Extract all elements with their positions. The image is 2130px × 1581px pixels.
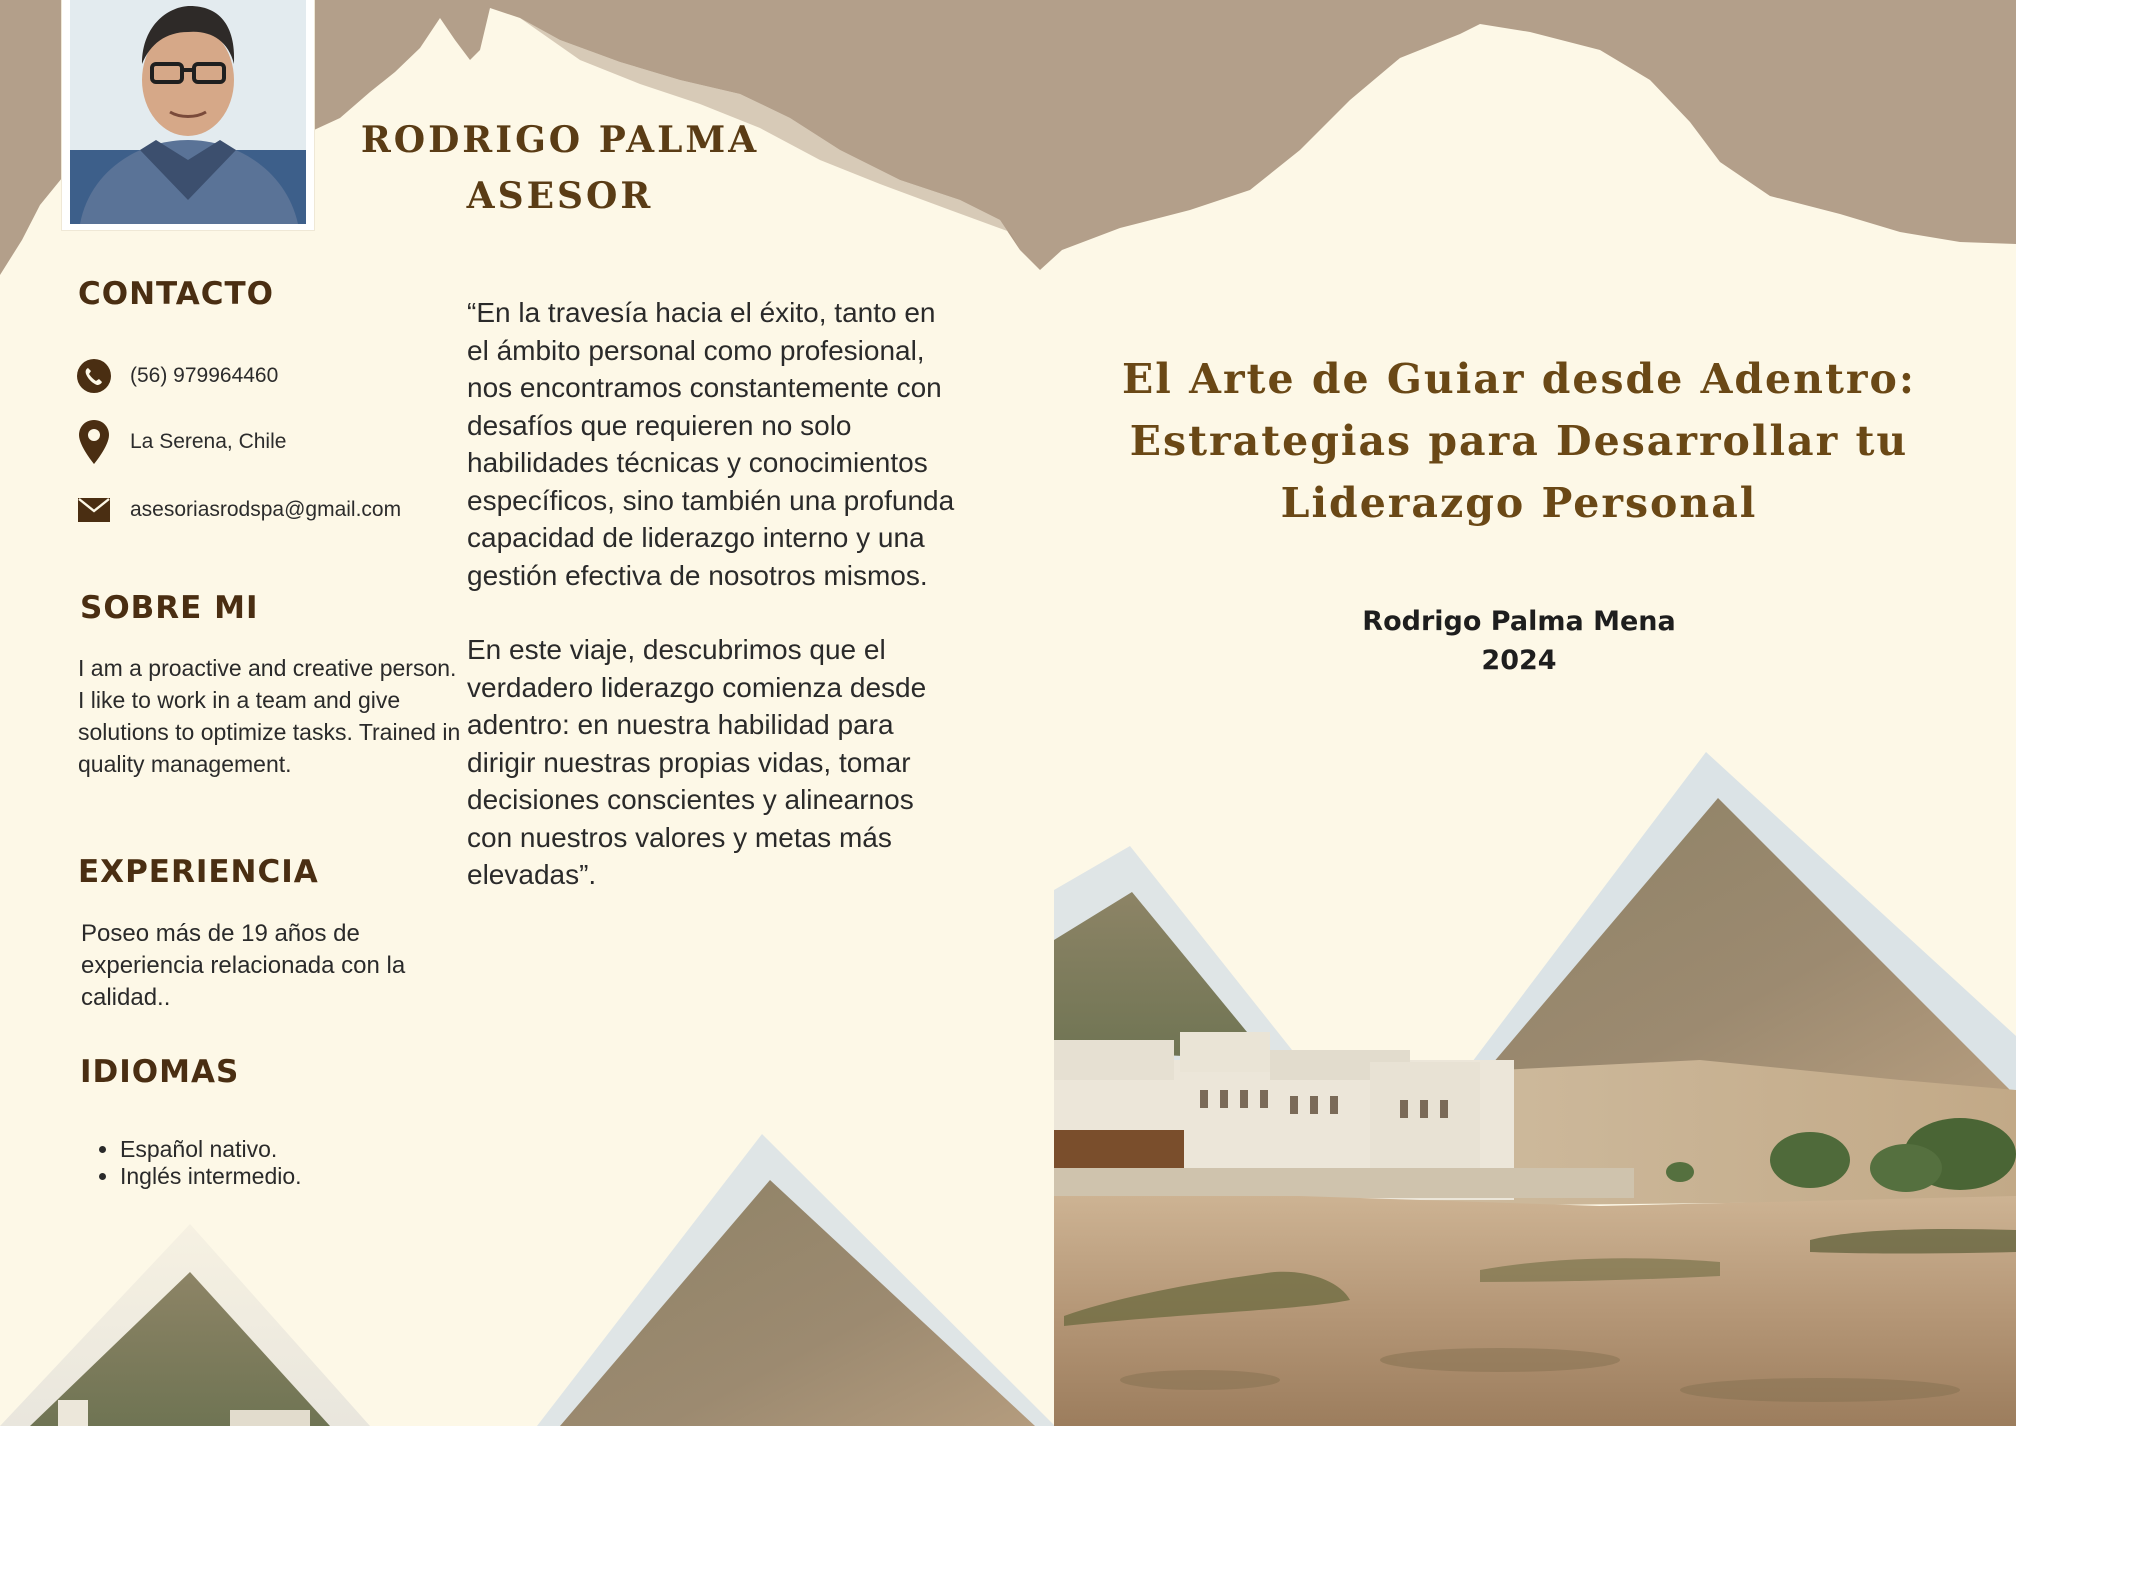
- cover-title-line: Liderazgo Personal: [1280, 479, 1758, 527]
- contact-phone-text: (56) 979964460: [130, 364, 279, 387]
- phone-icon: [76, 354, 112, 398]
- about-text: I am a proactive and creative person. I like to work in a team and give solutions to optimize tasks. Trained in quality management.: [78, 655, 461, 777]
- cover-year: 2024: [1481, 645, 1557, 676]
- mail-icon: [76, 488, 112, 532]
- about-heading: SOBRE MI: [80, 590, 259, 626]
- profile-name: RODRIGO PALMA: [360, 119, 760, 161]
- language-item: • Inglés intermedio.: [120, 1163, 302, 1190]
- languages-heading: IDIOMAS: [80, 1054, 240, 1090]
- cover-title-line: Estrategias para Desarrollar tu: [1129, 417, 1909, 465]
- contact-phone[interactable]: [76, 354, 466, 398]
- languages-list: [90, 1136, 302, 1190]
- quote-paragraph: “En la travesía hacia el éxito, tanto en el ámbito personal como profesional, nos encontramos constantemente con desafíos que requieren no solo habilidades técnicas y conocimientos específicos, sino también una profunda capacidad de liderazgo interno y una gestión efectiva de nosotros mismos.: [467, 297, 955, 591]
- experience-heading: EXPERIENCIA: [78, 854, 319, 890]
- experience-text: Poseo más de 19 años de experiencia relacionada con la calidad..: [81, 920, 406, 1011]
- cover-title-line: El Arte de Guiar desde Adentro:: [1122, 355, 1916, 403]
- profile-photo-image: [70, 0, 306, 224]
- contact-email-text: asesoriasrodspa@gmail.com: [130, 498, 402, 521]
- profile-photo: [62, 0, 314, 230]
- quote-block: [467, 294, 957, 931]
- name-block: [340, 112, 780, 224]
- cover-author: Rodrigo Palma Mena: [1362, 606, 1676, 637]
- location-pin-icon: [76, 420, 112, 464]
- contact-location-text: La Serena, Chile: [130, 430, 287, 453]
- contact-location: [76, 420, 466, 464]
- contact-heading: CONTACTO: [78, 276, 275, 312]
- language-item: • Español nativo.: [120, 1136, 302, 1163]
- torn-paper-left: [0, 0, 62, 275]
- profile-role: ASESOR: [466, 175, 654, 217]
- contact-email[interactable]: [76, 488, 466, 532]
- cover-author-block: [1262, 602, 1776, 680]
- quote-paragraph: En este viaje, descubrimos que el verdadero liderazgo comienza desde adentro: en nuestra habilidad para dirigir nuestras propias vidas, tomar decisiones conscientes y alinearnos con nuestros valores y metas más elevadas”.: [467, 634, 927, 890]
- cover-title: [1062, 348, 1976, 534]
